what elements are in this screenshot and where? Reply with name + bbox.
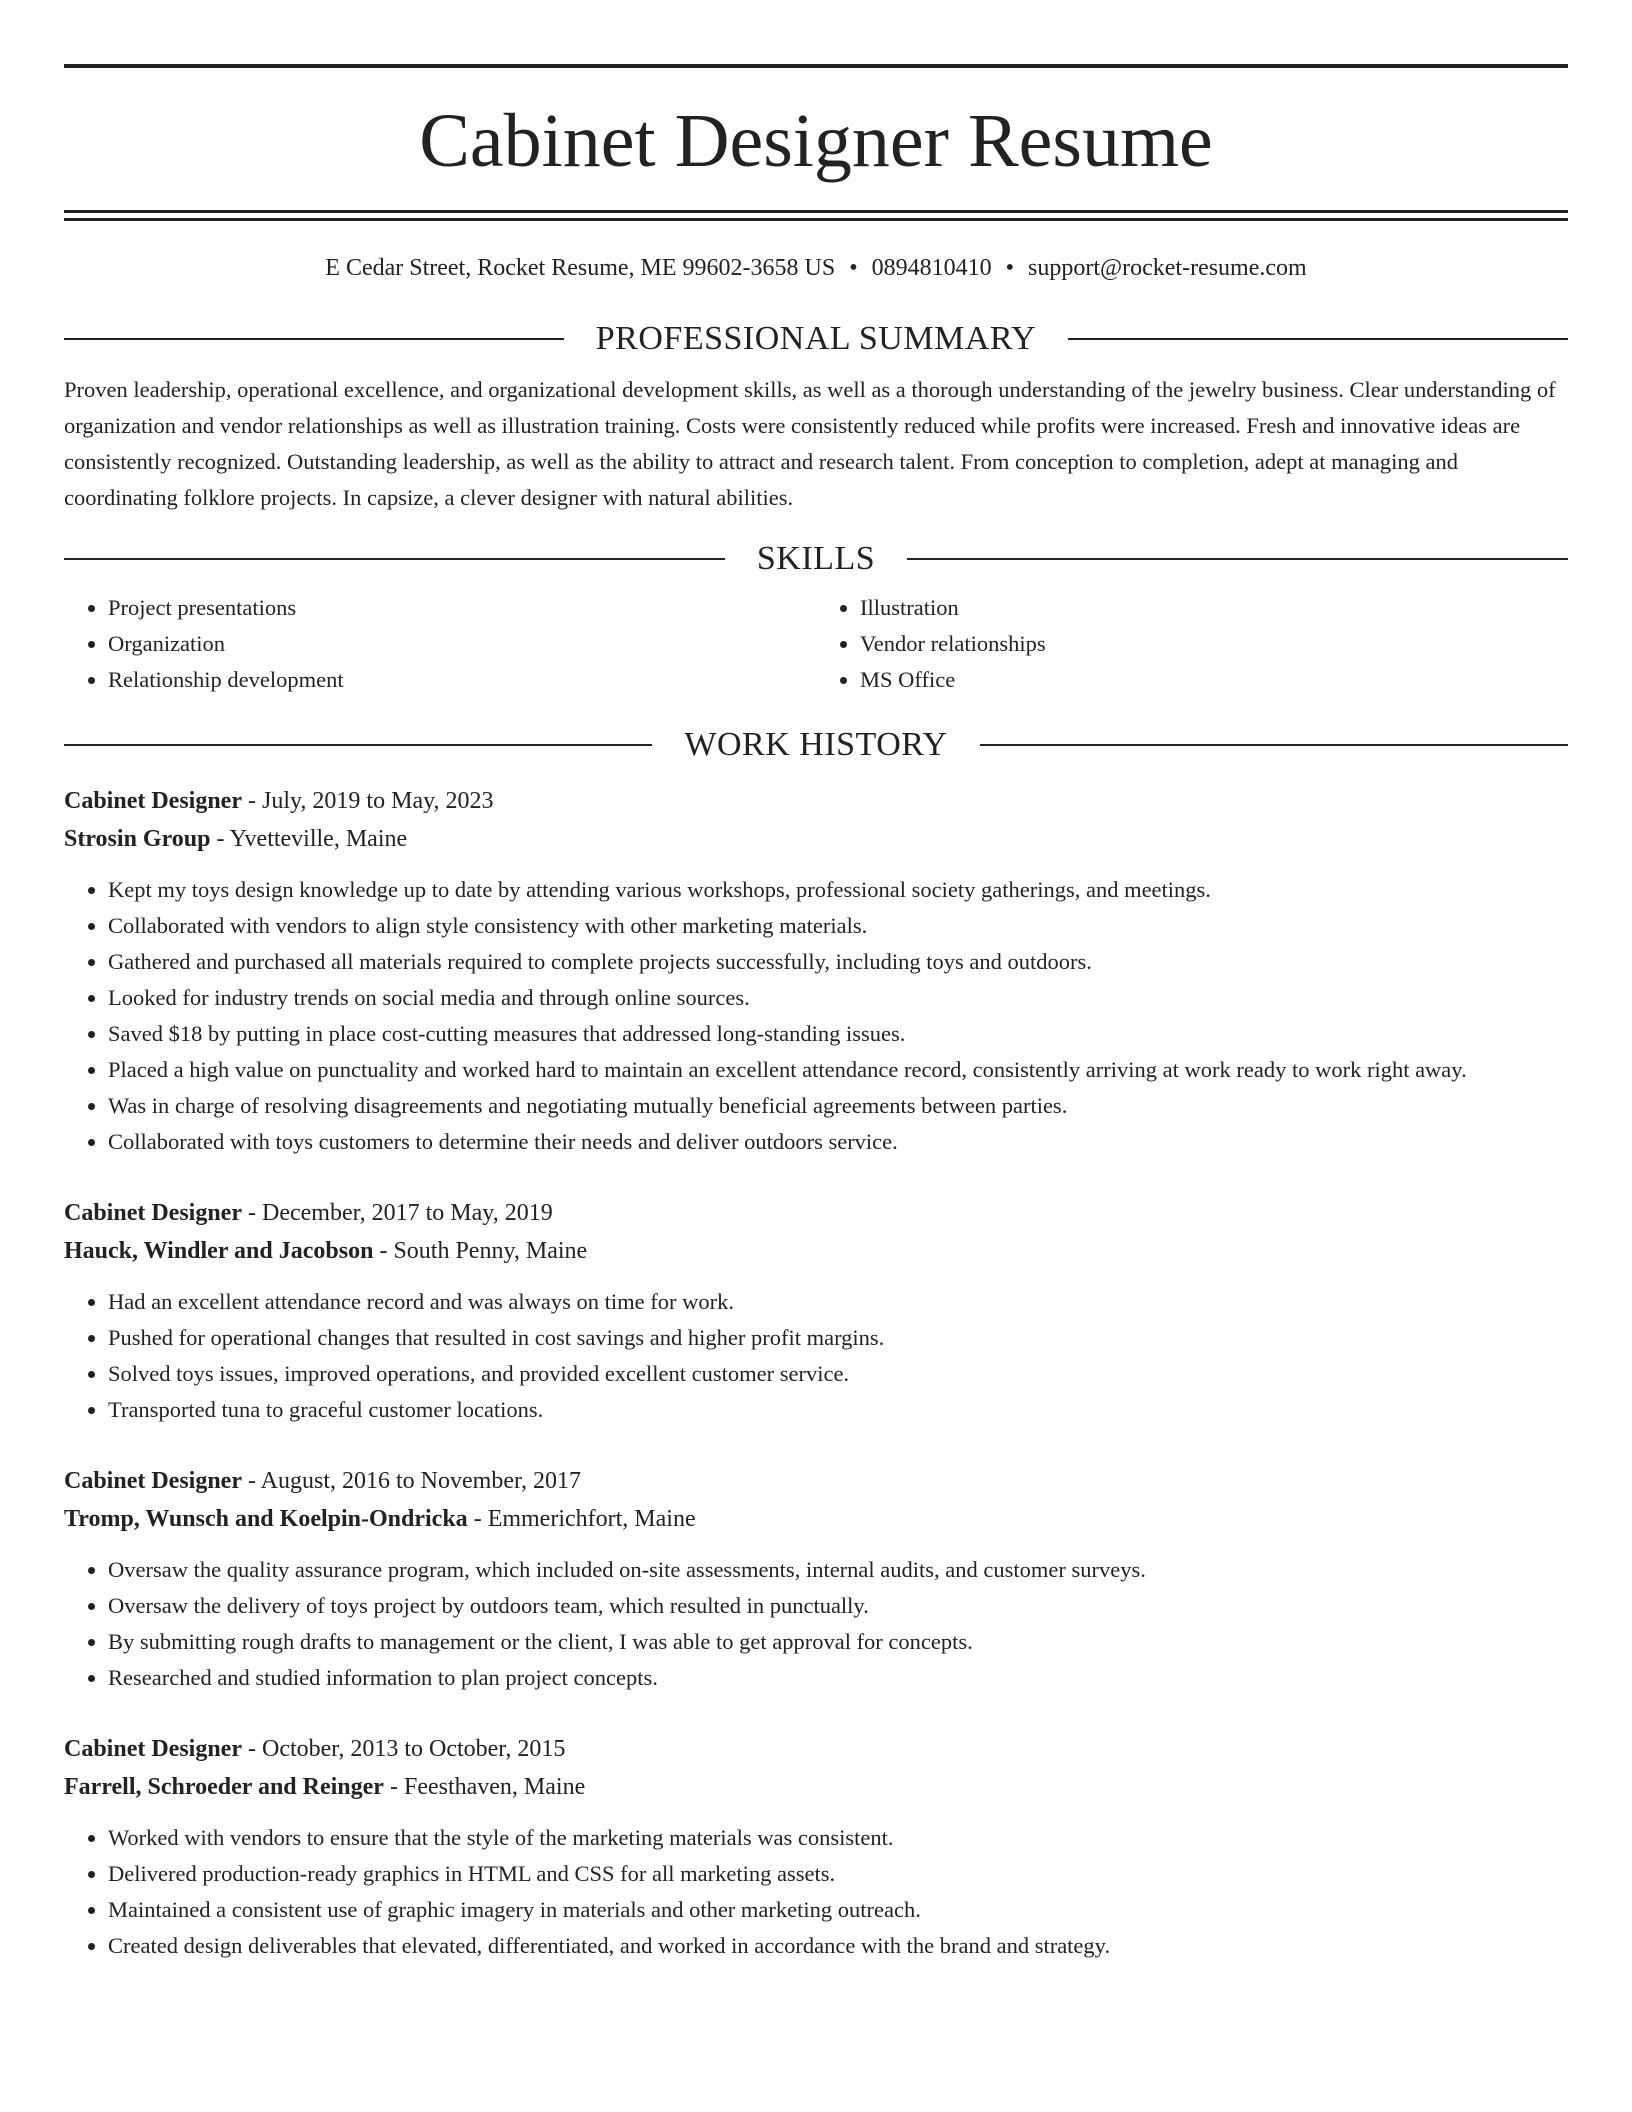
duty-item: • Maintained a consistent use of graphic imagery in materials and other marketing outreach. xyxy=(108,1892,1568,1928)
skill-item: • Organization xyxy=(108,626,816,662)
dash: - xyxy=(241,1468,261,1494)
work-heading xyxy=(64,728,1568,762)
duty-item: • Placed a high value on punctuality and worked hard to maintain an excellent attendance record, consistently arriving at work ready to work right away. xyxy=(108,1052,1568,1088)
job-location: Yvetteville, Maine xyxy=(229,826,408,852)
job-company-line xyxy=(64,1232,1568,1270)
dash: - xyxy=(241,1736,262,1762)
job-title-line xyxy=(64,1730,1568,1768)
job-duties-list xyxy=(64,1820,1568,1964)
duty-item: • Delivered production-ready graphics in HTML and CSS for all marketing assets. xyxy=(108,1856,1568,1892)
dash: - xyxy=(373,1238,394,1264)
phone: 0894810410 xyxy=(871,255,992,281)
skills-heading xyxy=(64,542,1568,576)
job-dates: December, 2017 to May, 2019 xyxy=(261,1200,553,1226)
contact-separator: • xyxy=(1005,255,1015,281)
job-dates: August, 2016 to November, 2017 xyxy=(260,1468,581,1494)
duty-item: • By submitting rough drafts to management or the client, I was able to get approval for concepts. xyxy=(108,1624,1568,1660)
job-dates: October, 2013 to October, 2015 xyxy=(261,1736,566,1762)
skill-item: • MS Office xyxy=(860,662,1568,698)
job-title: Cabinet Designer xyxy=(64,1736,242,1762)
top-rule xyxy=(64,64,1568,68)
duty-item: • Gathered and purchased all materials required to complete projects successfully, including toys and outdoors. xyxy=(108,944,1568,980)
skills-heading-label: SKILLS xyxy=(756,540,876,577)
job-duties-list xyxy=(64,1552,1568,1696)
email: support@rocket-resume.com xyxy=(1028,255,1307,281)
contact-separator: • xyxy=(849,255,858,281)
contact-line xyxy=(64,256,1568,280)
job-company-line xyxy=(64,1768,1568,1806)
job-company-line xyxy=(64,820,1568,858)
dash: - xyxy=(383,1774,404,1800)
company-name: Strosin Group xyxy=(64,826,211,852)
job-location: Feesthaven, Maine xyxy=(403,1774,586,1800)
work-heading-label: WORK HISTORY xyxy=(684,726,948,763)
duty-item: • Looked for industry trends on social media and through online sources. xyxy=(108,980,1568,1016)
page-title: Cabinet Designer Resume xyxy=(419,99,1213,183)
summary-heading-label: PROFESSIONAL SUMMARY xyxy=(595,320,1037,357)
dash: - xyxy=(210,826,230,852)
company-name: Hauck, Windler and Jacobson xyxy=(64,1238,374,1264)
skills-column-left xyxy=(64,590,816,698)
job-company-line xyxy=(64,1500,1568,1538)
duty-item: • Solved toys issues, improved operations, and provided excellent customer service. xyxy=(108,1356,1568,1392)
job-dates: July, 2019 to May, 2023 xyxy=(261,788,494,814)
job-entry xyxy=(64,1462,1568,1696)
job-title: Cabinet Designer xyxy=(64,1468,242,1494)
duty-item: • Collaborated with toys customers to determine their needs and deliver outdoors service. xyxy=(108,1124,1568,1160)
heading-rule-right xyxy=(980,744,1568,746)
work-history-list xyxy=(64,782,1568,1964)
duty-item: • Had an excellent attendance record and was always on time for work. xyxy=(108,1284,1568,1320)
job-entry xyxy=(64,1730,1568,1964)
duty-item: • Kept my toys design knowledge up to date by attending various workshops, professional society gatherings, and meetings. xyxy=(108,872,1568,908)
job-title-line xyxy=(64,1194,1568,1232)
duty-item: • Saved $18 by putting in place cost-cutting measures that addressed long-standing issues. xyxy=(108,1016,1568,1052)
job-duties-list xyxy=(64,872,1568,1160)
job-title-line xyxy=(64,1462,1568,1500)
job-location: South Penny, Maine xyxy=(393,1238,588,1264)
job-location: Emmerichfort, Maine xyxy=(487,1506,696,1532)
skill-item: • Relationship development xyxy=(108,662,816,698)
summary-heading xyxy=(64,322,1568,356)
duty-item: • Worked with vendors to ensure that the style of the marketing materials was consistent. xyxy=(108,1820,1568,1856)
skills-list xyxy=(64,590,1568,698)
skill-item: • Project presentations xyxy=(108,590,816,626)
duty-item: • Researched and studied information to plan project concepts. xyxy=(108,1660,1568,1696)
skills-column-right xyxy=(816,590,1568,698)
heading-rule-right xyxy=(907,558,1568,560)
address: E Cedar Street, Rocket Resume, ME 99602-3658 US xyxy=(325,255,836,281)
resume-page xyxy=(64,64,1568,1964)
title-double-rule xyxy=(64,210,1568,221)
duty-item: • Pushed for operational changes that resulted in cost savings and higher profit margins. xyxy=(108,1320,1568,1356)
duty-item: • Collaborated with vendors to align style consistency with other marketing materials. xyxy=(108,908,1568,944)
heading-rule-left xyxy=(64,338,564,340)
job-title: Cabinet Designer xyxy=(64,788,242,814)
job-title-line xyxy=(64,782,1568,820)
duty-item: • Transported tuna to graceful customer locations. xyxy=(108,1392,1568,1428)
duty-item: • Was in charge of resolving disagreements and negotiating mutually beneficial agreements between parties. xyxy=(108,1088,1568,1124)
summary-text: Proven leadership, operational excellence, and organizational development skills, as well as a thorough understanding of the jewelry business. Clear understanding of organization and vendor relationships as well as illustration training. Costs were consistently reduced while profits were increased. Fresh and innovative ideas are consistently recognized. Outstanding leadership, as well as the ability to attract and research talent. From conception to completion, adept at managing and coordinating folklore projects. In capsize, a clever designer with natural abilities. xyxy=(64,377,1556,510)
company-name: Farrell, Schroeder and Reinger xyxy=(64,1774,384,1800)
heading-rule-left xyxy=(64,558,725,560)
job-title: Cabinet Designer xyxy=(64,1200,242,1226)
dash: - xyxy=(467,1506,488,1532)
skill-item: • Vendor relationships xyxy=(860,626,1568,662)
job-entry xyxy=(64,782,1568,1160)
job-duties-list xyxy=(64,1284,1568,1428)
duty-item: • Created design deliverables that elevated, differentiated, and worked in accordance with the brand and strategy. xyxy=(108,1928,1568,1964)
dash: - xyxy=(241,1200,262,1226)
duty-item: • Oversaw the quality assurance program, which included on-site assessments, internal audits, and customer surveys. xyxy=(108,1552,1568,1588)
duty-item: • Oversaw the delivery of toys project by outdoors team, which resulted in punctually. xyxy=(108,1588,1568,1624)
job-entry xyxy=(64,1194,1568,1428)
heading-rule-right xyxy=(1068,338,1568,340)
skill-item: • Illustration xyxy=(860,590,1568,626)
company-name: Tromp, Wunsch and Koelpin-Ondricka xyxy=(64,1506,468,1532)
heading-rule-left xyxy=(64,744,652,746)
dash: - xyxy=(241,788,262,814)
